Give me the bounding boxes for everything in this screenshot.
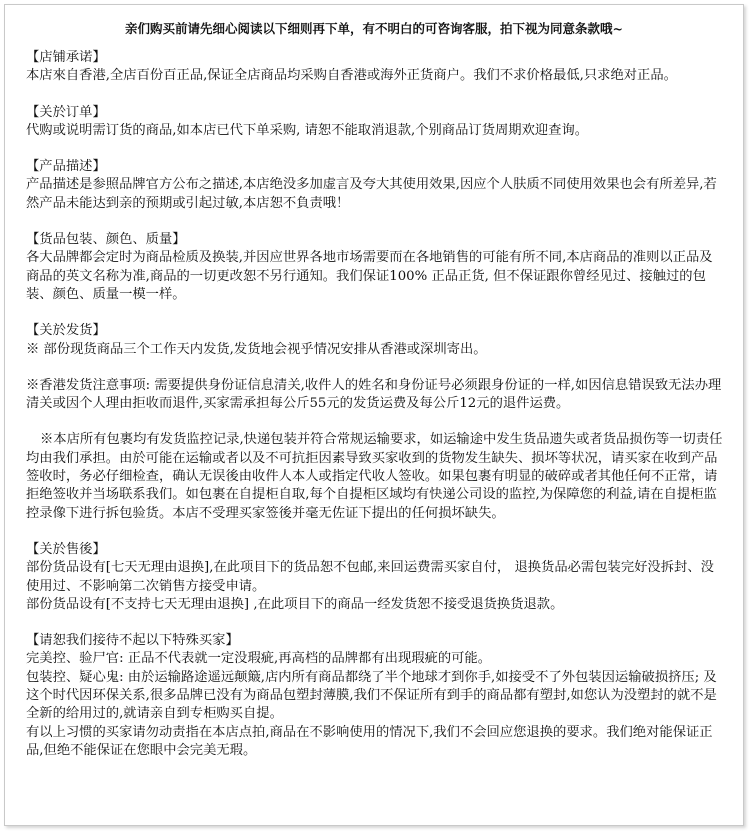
- section-shop-promise: [26, 49, 723, 86]
- section-order: [26, 104, 723, 141]
- section-description: [26, 158, 723, 213]
- section-text: 部份货品设有[七天无理由退换],在此项目下的货品恕不包邮,来回运费需买家自付， 退换货品必需包装完好没拆封、没使用过、不影响第二次销售方接受申请。: [26, 560, 714, 594]
- section-shipping: [26, 322, 723, 413]
- delivery-notice-text: ※本店所有包裹均有发货监控记录,快递包装并符合常规运输要求，如运输途中发生货品遗失或者货品损伤等一切责任均由我们承担。由於可能在运输或者以及不可抗拒因素导致买家收到的货物发生缺失、损坏等状况，请买家在收到产品签收时，务必仔细检查，确认无误後由收件人本人或指定代收人签收。如果包裹有明显的破碎或者其他任何不正常，请拒绝签收并当场联系我们。如包裹在自提柜自取,每个自提柜区域均有快递公司设的监控,为保障您的利益,请在自提柜监控录像下进行拆包验货。本店不受理买家签後并毫无佐证下提出的任何损坏缺失。: [26, 432, 723, 521]
- section-text: 本店來自香港,全店百份百正品,保证全店商品均采购自香港或海外正货商户。我们不求价格最低,只求绝对正品。: [26, 68, 677, 84]
- section-title: 【关於订单】: [26, 104, 106, 120]
- section-delivery-notice: [26, 431, 723, 522]
- section-text: 部份货品设有[不支持七天无理由退换] ,在此项目下的商品一经发货恕不接受退货换货退款。: [26, 596, 564, 612]
- section-text: ※香港发货注意事项: 需要提供身份证信息清关,收件人的姓名和身份证号必须跟身份证的一样,如因信息错误致无法办理清关或因个人理由拒收而退件,买家需承担每公斤55元的发货运费及每公斤12元的退件运费。: [26, 377, 722, 412]
- section-text: 包装控、疑心鬼: 由於运输路途遥远颠簸,店内所有商品都绕了半个地球才到你手,如接受不了外包装因运输破损挤压; 及这个时代因环保关系,很多品牌已没有为商品包塑封薄膜,我们不保证所有到手的商品都有塑封,如您认为没塑封的就不是全新的给用过的,就请亲自到专柜购买自提。: [26, 669, 717, 722]
- page-header: 亲们购买前请先细心阅读以下细则再下单，有不明白的可咨询客服，拍下视为同意条款哦~: [125, 21, 623, 36]
- section-text: 各大品牌都会定时为商品检质及换装,并因应世界各地市场需要而在各地销售的可能有所不同,本店商品的准则以正品及商品的英文名称为准,商品的一切更改恕不另行通知。我们保证100% 正品正货, 但不保证跟你曾经见过、接触过的包装、颜色、质量一模一样。: [26, 250, 713, 302]
- section-title: 【产品描述】: [26, 159, 106, 175]
- section-title: 【货品包装、颜色、质量】: [26, 232, 186, 248]
- section-after-sales: [26, 541, 723, 614]
- content: [5, 49, 743, 760]
- section-text: ※ 部份现货商品三个工作天内发货,发货地会视乎情况安排从香港或深圳寄出。: [26, 341, 487, 357]
- section-text: 完美控、验尸官: 正品不代表就一定没瑕疵,再高档的品牌都有出现瑕疵的可能。: [26, 651, 492, 667]
- section-title: 【关於售後】: [26, 541, 106, 557]
- section-title: 【关於发货】: [26, 323, 106, 339]
- section-text: 产品描述是参照品牌官方公布之描述,本店绝没多加虚言及夸大其使用效果,因应个人肤质不同使用效果也会有所差异,若然产品未能达到亲的预期或引起过敏,本店恕不負责哦！: [26, 177, 717, 211]
- section-title: 【请恕我们接待不起以下特殊买家】: [26, 633, 239, 649]
- section-title: 【店铺承诺】: [26, 50, 106, 65]
- notice-page: [4, 4, 744, 826]
- section-special-buyers: [26, 632, 723, 760]
- section-packaging: [26, 231, 723, 304]
- section-text: 有以上习惯的买家请勿动责指在本店点拍,商品在不影响使用的情况下,我们不会回应您退换的要求。我们绝对能保证正品,但绝不能保证在您眼中会完美无瑕。: [26, 724, 713, 758]
- section-text: 代购或说明需订货的商品,如本店已代下单采购, 请恕不能取消退款,个别商品订货周期欢迎查询。: [26, 122, 589, 138]
